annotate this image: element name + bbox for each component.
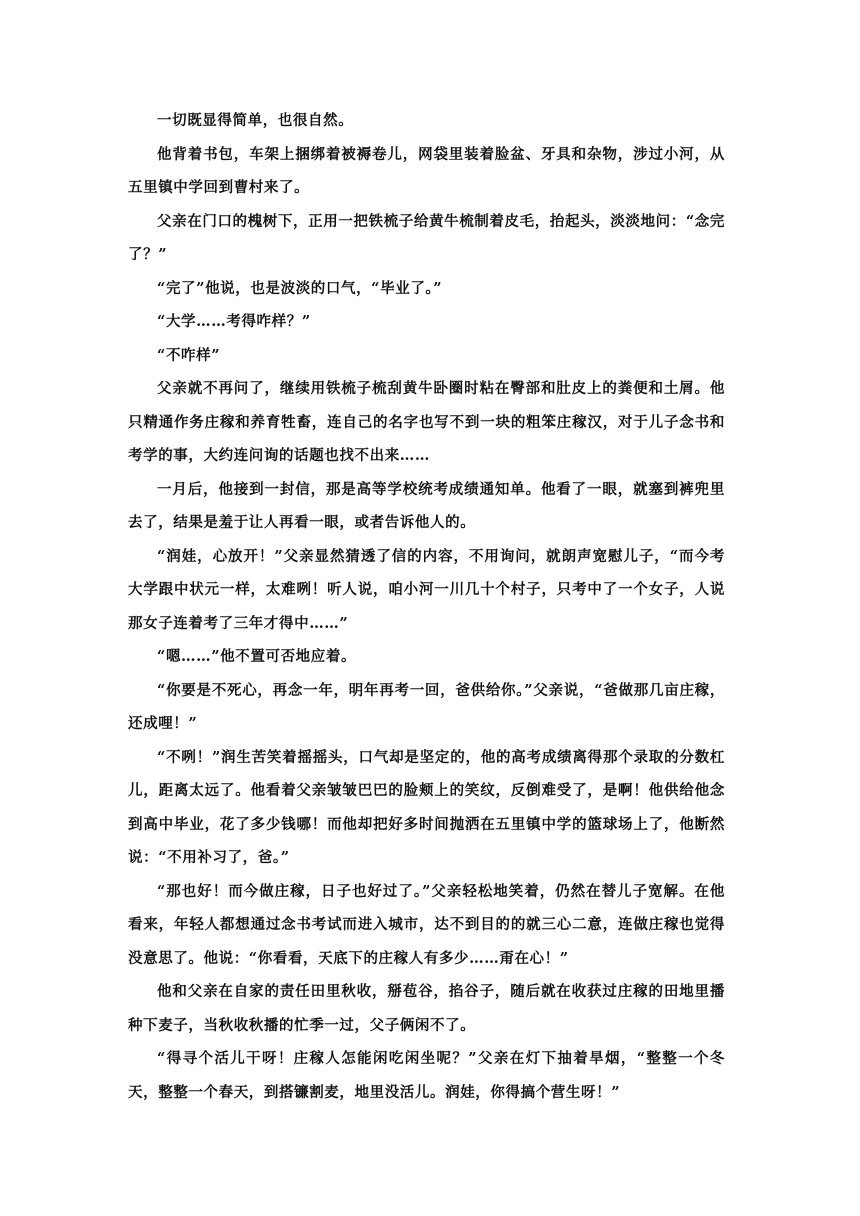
paragraph: “那也好！而今做庄稼，日子也好过了。”父亲轻松地笑着，仍然在替儿子宽解。在他看来，年轻人都想通过念书考试而进入城市，达不到目的的就三心二意，连做庄稼也觉得没意思了。他说：“你看看，天底下的庄稼人有多少……甭在心！” (128, 882, 725, 967)
paragraph: “完了”他说，也是波淡的口气，“毕业了。” (157, 279, 443, 297)
paragraph: “你要是不死心，再念一年，明年再考一回，爸供给你。”父亲说，“爸做那几亩庄稼，还成哩！” (128, 681, 725, 732)
document-page (128, 104, 725, 1109)
paragraph: “得寻个活儿干呀！庄稼人怎能闲吃闲坐呢？”父亲在灯下抽着旱烟，“整整一个冬天，整整一个春天，到搭镰割麦，地里没活儿。润娃，你得搞个营生呀！” (128, 1050, 725, 1101)
paragraph: “嗯……”他不置可否地应着。 (157, 648, 357, 665)
paragraph: “润娃，心放开！”父亲显然猜透了信的内容，不用询问，就朗声宽慰儿子，“而今考大学跟中状元一样，太难咧！听人说，咱小河一川几十个村子，只考中了一个女子，人说那女子连着考了三年才得中……” (128, 547, 725, 632)
paragraph: 他和父亲在自家的责任田里秋收，掰苞谷，掐谷子，随后就在收获过庄稼的田地里播种下麦子，当秋收秋播的忙季一过，父子俩闲不了。 (128, 983, 725, 1034)
paragraph: “大学……考得咋样？” (157, 313, 311, 330)
paragraph: 父亲在门口的槐树下，正用一把铁梳子给黄牛梳制着皮毛，抬起头，淡淡地问：“念完了？” (128, 212, 725, 263)
paragraph: “不咧！”润生苦笑着摇摇头，口气却是坚定的，他的高考成绩离得那个录取的分数杠儿，距离太远了。他看着父亲皱皱巴巴的脸颊上的笑纹，反倒难受了，是啊！他供给他念到高中毕业，花了多少钱哪！而他却把好多时间抛洒在五里镇中学的篮球场上了，他断然说：“不用补习了，爸。” (128, 748, 725, 866)
paragraph: “不咋样” (157, 346, 221, 364)
paragraph: 一切既显得简单，也很自然。 (157, 112, 354, 129)
paragraph: 他背着书包，车架上捆绑着被褥卷儿，网袋里装着脸盆、牙具和杂物，涉过小河，从五里镇中学回到曹村来了。 (128, 145, 725, 196)
paragraph: 父亲就不再问了，继续用铁梳子梳刮黄牛卧圈时粘在臀部和肚皮上的粪便和土屑。他只精通作务庄稼和养育牲畜，连自己的名字也写不到一块的粗笨庄稼汉，对于儿子念书和考学的事，大约连问询的话题也找不出来…… (128, 380, 725, 464)
paragraph: 一月后，他接到一封信，那是高等学校统考成绩通知单。他看了一眼，就塞到裤兜里去了，结果是羞于让人再看一眼，或者告诉他人的。 (128, 480, 725, 531)
